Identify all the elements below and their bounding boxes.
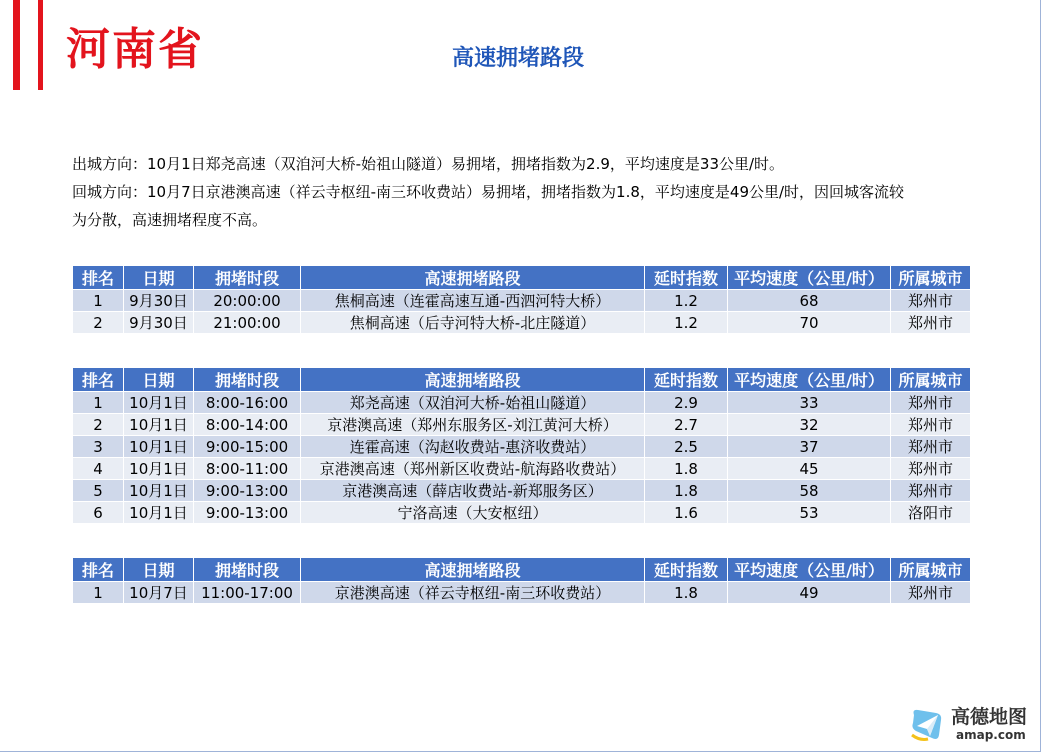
province-title: 河南省 — [66, 24, 204, 75]
col-time: 8:00-16:00 — [194, 392, 301, 414]
col-rank: 3 — [73, 436, 124, 458]
amap-logo — [908, 705, 1033, 745]
red-accent-bar — [13, 0, 20, 90]
return-text-line2: 为分散，高速拥堵程度不高。 — [72, 211, 268, 229]
header-col-city: 所属城市 — [891, 266, 971, 290]
col-date: 10月1日 — [124, 436, 194, 458]
table-row — [73, 414, 971, 436]
col-time: 20:00:00 — [194, 290, 301, 312]
col-avg-speed: 32 — [728, 414, 891, 436]
col-road: 郑尧高速（双洎河大桥-始祖山隧道） — [301, 392, 645, 414]
col-delay-index: 1.2 — [645, 312, 728, 334]
header-col-road: 高速拥堵路段 — [301, 368, 645, 392]
col-road: 京港澳高速（郑州东服务区-刘江黄河大桥） — [301, 414, 645, 436]
col-city: 郑州市 — [891, 582, 971, 604]
outbound-text: 出城方向：10月1日郑尧高速（双洎河大桥-始祖山隧道）易拥堵，拥堵指数为2.9，平均速度是33公里/时。 — [72, 155, 785, 173]
header-col-date: 日期 — [124, 558, 194, 582]
col-avg-speed: 49 — [728, 582, 891, 604]
header-row — [73, 266, 971, 290]
col-delay-index: 1.6 — [645, 502, 728, 524]
col-city: 郑州市 — [891, 436, 971, 458]
congestion-table-sep30 — [72, 265, 971, 334]
col-time: 9:00-13:00 — [194, 480, 301, 502]
header-row — [73, 368, 971, 392]
col-city: 郑州市 — [891, 312, 971, 334]
col-time: 9:00-13:00 — [194, 502, 301, 524]
col-rank: 4 — [73, 458, 124, 480]
header-col-time: 拥堵时段 — [194, 368, 301, 392]
header-col-rank: 排名 — [73, 266, 124, 290]
table-row — [73, 436, 971, 458]
header-col-city: 所属城市 — [891, 368, 971, 392]
col-road: 焦桐高速（后寺河特大桥-北庄隧道） — [301, 312, 645, 334]
table-row — [73, 502, 971, 524]
col-city: 郑州市 — [891, 458, 971, 480]
col-road: 京港澳高速（薛店收费站-新郑服务区） — [301, 480, 645, 502]
header-col-city: 所属城市 — [891, 558, 971, 582]
col-time: 21:00:00 — [194, 312, 301, 334]
col-road: 连霍高速（沟赵收费站-惠济收费站） — [301, 436, 645, 458]
col-city: 洛阳市 — [891, 502, 971, 524]
col-delay-index: 2.7 — [645, 414, 728, 436]
header-row — [73, 558, 971, 582]
col-avg-speed: 37 — [728, 436, 891, 458]
col-date: 10月1日 — [124, 392, 194, 414]
table-row — [73, 582, 971, 604]
col-date: 10月1日 — [124, 502, 194, 524]
red-accent-bar-thin — [38, 0, 43, 90]
header-col-delay-index: 延时指数 — [645, 558, 728, 582]
col-road: 京港澳高速（郑州新区收费站-航海路收费站） — [301, 458, 645, 480]
col-time: 9:00-15:00 — [194, 436, 301, 458]
col-road: 宁洛高速（大安枢纽） — [301, 502, 645, 524]
col-time: 11:00-17:00 — [194, 582, 301, 604]
header-col-time: 拥堵时段 — [194, 266, 301, 290]
col-rank: 1 — [73, 582, 124, 604]
col-rank: 1 — [73, 392, 124, 414]
logo-name-cn: 高德地图 — [951, 706, 1028, 728]
header-col-date: 日期 — [124, 266, 194, 290]
col-road: 焦桐高速（连霍高速互通-西泗河特大桥） — [301, 290, 645, 312]
col-date: 9月30日 — [124, 290, 194, 312]
col-road: 京港澳高速（祥云寺枢纽-南三环收费站） — [301, 582, 645, 604]
header-col-road: 高速拥堵路段 — [301, 558, 645, 582]
col-date: 10月1日 — [124, 414, 194, 436]
col-rank: 5 — [73, 480, 124, 502]
description — [72, 150, 972, 234]
header-col-avg-speed: 平均速度（公里/时） — [728, 368, 891, 392]
header-col-rank: 排名 — [73, 368, 124, 392]
col-avg-speed: 70 — [728, 312, 891, 334]
col-city: 郑州市 — [891, 480, 971, 502]
col-rank: 2 — [73, 312, 124, 334]
header-col-date: 日期 — [124, 368, 194, 392]
logo-name-en: amap.com — [956, 728, 1026, 742]
header-col-time: 拥堵时段 — [194, 558, 301, 582]
table-row — [73, 480, 971, 502]
col-avg-speed: 45 — [728, 458, 891, 480]
header-col-road: 高速拥堵路段 — [301, 266, 645, 290]
col-delay-index: 1.8 — [645, 458, 728, 480]
col-rank: 2 — [73, 414, 124, 436]
col-city: 郑州市 — [891, 392, 971, 414]
header-col-delay-index: 延时指数 — [645, 368, 728, 392]
col-avg-speed: 68 — [728, 290, 891, 312]
col-date: 10月1日 — [124, 480, 194, 502]
col-time: 8:00-11:00 — [194, 458, 301, 480]
col-avg-speed: 53 — [728, 502, 891, 524]
col-avg-speed: 33 — [728, 392, 891, 414]
table-row — [73, 458, 971, 480]
col-delay-index: 1.8 — [645, 480, 728, 502]
col-date: 10月7日 — [124, 582, 194, 604]
header-col-delay-index: 延时指数 — [645, 266, 728, 290]
col-city: 郑州市 — [891, 290, 971, 312]
col-city: 郑州市 — [891, 414, 971, 436]
table-row — [73, 312, 971, 334]
header-col-rank: 排名 — [73, 558, 124, 582]
col-rank: 1 — [73, 290, 124, 312]
header-col-avg-speed: 平均速度（公里/时） — [728, 266, 891, 290]
col-delay-index: 2.9 — [645, 392, 728, 414]
header-col-avg-speed: 平均速度（公里/时） — [728, 558, 891, 582]
col-avg-speed: 58 — [728, 480, 891, 502]
return-text-line1: 回城方向：10月7日京港澳高速（祥云寺枢纽-南三环收费站）易拥堵，拥堵指数为1.8，平均速度是49公里/时，因回城客流较 — [72, 183, 905, 201]
page-title: 高速拥堵路段 — [451, 46, 584, 71]
col-delay-index: 2.5 — [645, 436, 728, 458]
col-date: 9月30日 — [124, 312, 194, 334]
col-delay-index: 1.8 — [645, 582, 728, 604]
col-date: 10月1日 — [124, 458, 194, 480]
amap-logo-icon — [908, 705, 946, 743]
congestion-table-oct7 — [72, 557, 971, 604]
col-time: 8:00-14:00 — [194, 414, 301, 436]
table-row — [73, 392, 971, 414]
col-delay-index: 1.2 — [645, 290, 728, 312]
col-rank: 6 — [73, 502, 124, 524]
table-row — [73, 290, 971, 312]
congestion-table-oct1 — [72, 367, 971, 524]
